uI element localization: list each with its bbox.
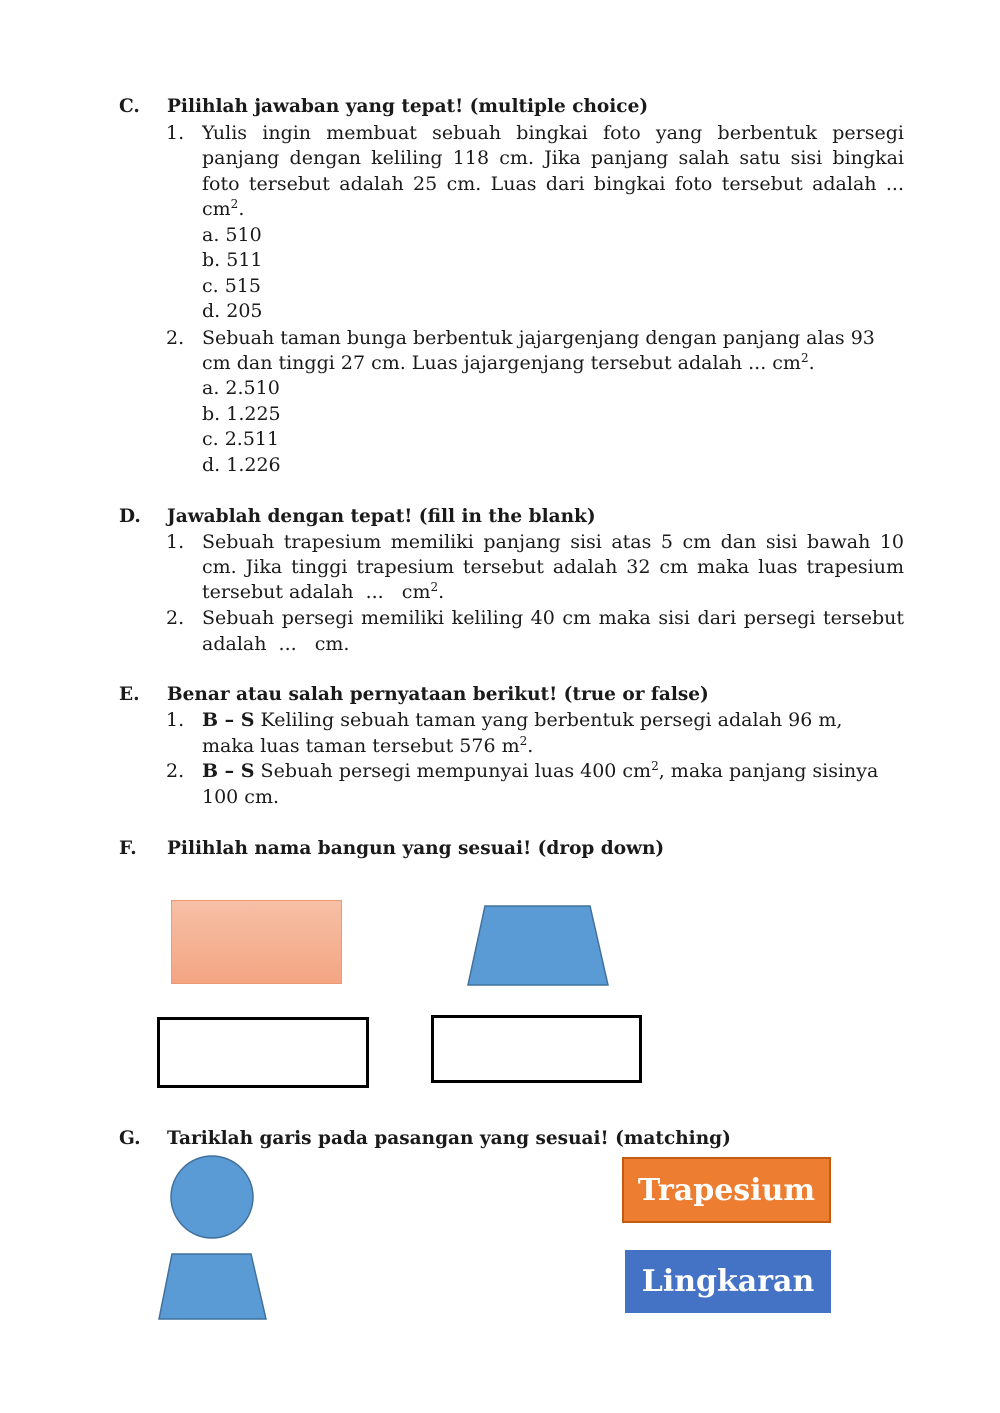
e-q2-number: 2. (166, 760, 185, 782)
d-q1-number: 1. (166, 531, 185, 553)
c-q2-option-c[interactable]: c. 2.511 (202, 428, 280, 450)
c-q1-option-d[interactable]: d. 205 (202, 300, 263, 322)
e-q1-line1-text: Keliling sebuah taman yang berbentuk persegi adalah 96 m, (254, 709, 843, 731)
d-q1-blank-text[interactable]: tersebut adalah ... cm (202, 581, 431, 603)
e-q1-period: . (527, 735, 534, 757)
lingkaran-label-text: Lingkaran (641, 1264, 815, 1299)
d-q2-number: 2. (166, 607, 185, 629)
rectangle-shape (170, 899, 344, 985)
e-q1-exp: 2 (519, 734, 528, 748)
section-d-title (119, 506, 596, 527)
d-q1-period: . (438, 581, 445, 603)
c-q2-option-a[interactable]: a. 2.510 (202, 377, 280, 399)
e-q2-exp: 2 (651, 759, 659, 773)
d-q1-line2: cm. Jika tinggi trapesium tersebut adalah 32 cm maka luas trapesium (202, 556, 904, 578)
trapezoid-shape-g[interactable] (156, 1252, 269, 1322)
section-f-heading: Pilihlah nama bangun yang sesuai! (drop down) (167, 838, 665, 859)
e-q2-true-false[interactable]: B – S (202, 760, 255, 782)
section-f-letter: F. (119, 838, 137, 859)
e-q1-true-false[interactable]: B – S (202, 709, 255, 731)
c-q2-number: 2. (166, 327, 185, 349)
c-q2-period: . (808, 352, 815, 374)
d-q1-line1: Sebuah trapesium memiliki panjang sisi atas 5 cm dan sisi bawah 10 (202, 531, 904, 553)
d-q1-line3 (202, 580, 445, 603)
section-g-heading: Tariklah garis pada pasangan yang sesuai! (matching) (167, 1128, 731, 1149)
trapezoid-shape-f (465, 904, 611, 988)
c-q1-line3: foto tersebut adalah 25 cm. Luas dari bingkai foto tersebut adalah ... (202, 173, 904, 195)
c-q1-option-b[interactable]: b. 511 (202, 249, 263, 271)
d-q2-line1: Sebuah persegi memiliki keliling 40 cm maka sisi dari persegi tersebut (202, 607, 904, 629)
section-g-letter: G. (119, 1128, 141, 1149)
section-f-title (119, 838, 664, 859)
section-c-heading: Pilihlah jawaban yang tepat! (multiple choice) (167, 96, 649, 117)
c-q2-line2 (202, 351, 815, 374)
c-q1-line4 (202, 197, 245, 220)
c-q1-exp: 2 (230, 197, 239, 211)
trapezoid-answer-dropdown[interactable] (431, 1015, 642, 1083)
c-q2-option-b[interactable]: b. 1.225 (202, 403, 281, 425)
d-q2-blank-text[interactable]: adalah ... cm. (202, 633, 350, 655)
section-e-letter: E. (119, 684, 140, 705)
c-q1-option-a[interactable]: a. 510 (202, 224, 262, 246)
section-d-heading: Jawablah dengan tepat! (fill in the blank) (167, 506, 596, 527)
e-q2-line1b: , maka panjang sisinya (658, 760, 879, 782)
rectangle-answer-dropdown[interactable] (157, 1017, 369, 1088)
c-q2-exp: 2 (800, 351, 809, 365)
d-q1-exp: 2 (430, 580, 439, 594)
c-q1-line1: Yulis ingin membuat sebuah bingkai foto yang berbentuk persegi (202, 122, 904, 144)
c-q1-option-c[interactable]: c. 515 (202, 275, 261, 297)
section-g-title (119, 1128, 731, 1149)
circle-shape[interactable] (168, 1154, 256, 1240)
section-d-letter: D. (119, 506, 141, 527)
c-q1-period: . (238, 198, 245, 220)
e-q1-line1 (202, 711, 842, 730)
e-q2-line1 (202, 759, 879, 782)
section-e-title (119, 684, 709, 705)
c-q2-line2-text: cm dan tinggi 27 cm. Luas jajargenjang tersebut adalah ... cm (202, 352, 801, 374)
c-q2-line1: Sebuah taman bunga berbentuk jajargenjang dengan panjang alas 93 (202, 327, 875, 349)
e-q1-line2 (202, 734, 534, 757)
trapesium-label[interactable] (622, 1157, 831, 1223)
e-q2-line1a: Sebuah persegi mempunyai luas 400 cm (254, 760, 652, 782)
e-q2-line2: 100 cm. (202, 786, 280, 808)
c-q2-option-d[interactable]: d. 1.226 (202, 454, 281, 476)
c-q1-unit: cm (202, 198, 231, 220)
c-q1-number: 1. (166, 122, 185, 144)
trapesium-label-text: Trapesium (637, 1172, 816, 1208)
e-q1-number: 1. (166, 709, 185, 731)
c-q1-line2: panjang dengan keliling 118 cm. Jika panjang salah satu sisi bingkai (202, 147, 904, 169)
e-q1-line2-text: maka luas taman tersebut 576 m (202, 735, 520, 757)
section-c-letter: C. (119, 96, 140, 117)
section-e-heading: Benar atau salah pernyataan berikut! (true or false) (167, 684, 709, 705)
section-c-title (119, 96, 648, 117)
lingkaran-label[interactable] (625, 1250, 831, 1313)
